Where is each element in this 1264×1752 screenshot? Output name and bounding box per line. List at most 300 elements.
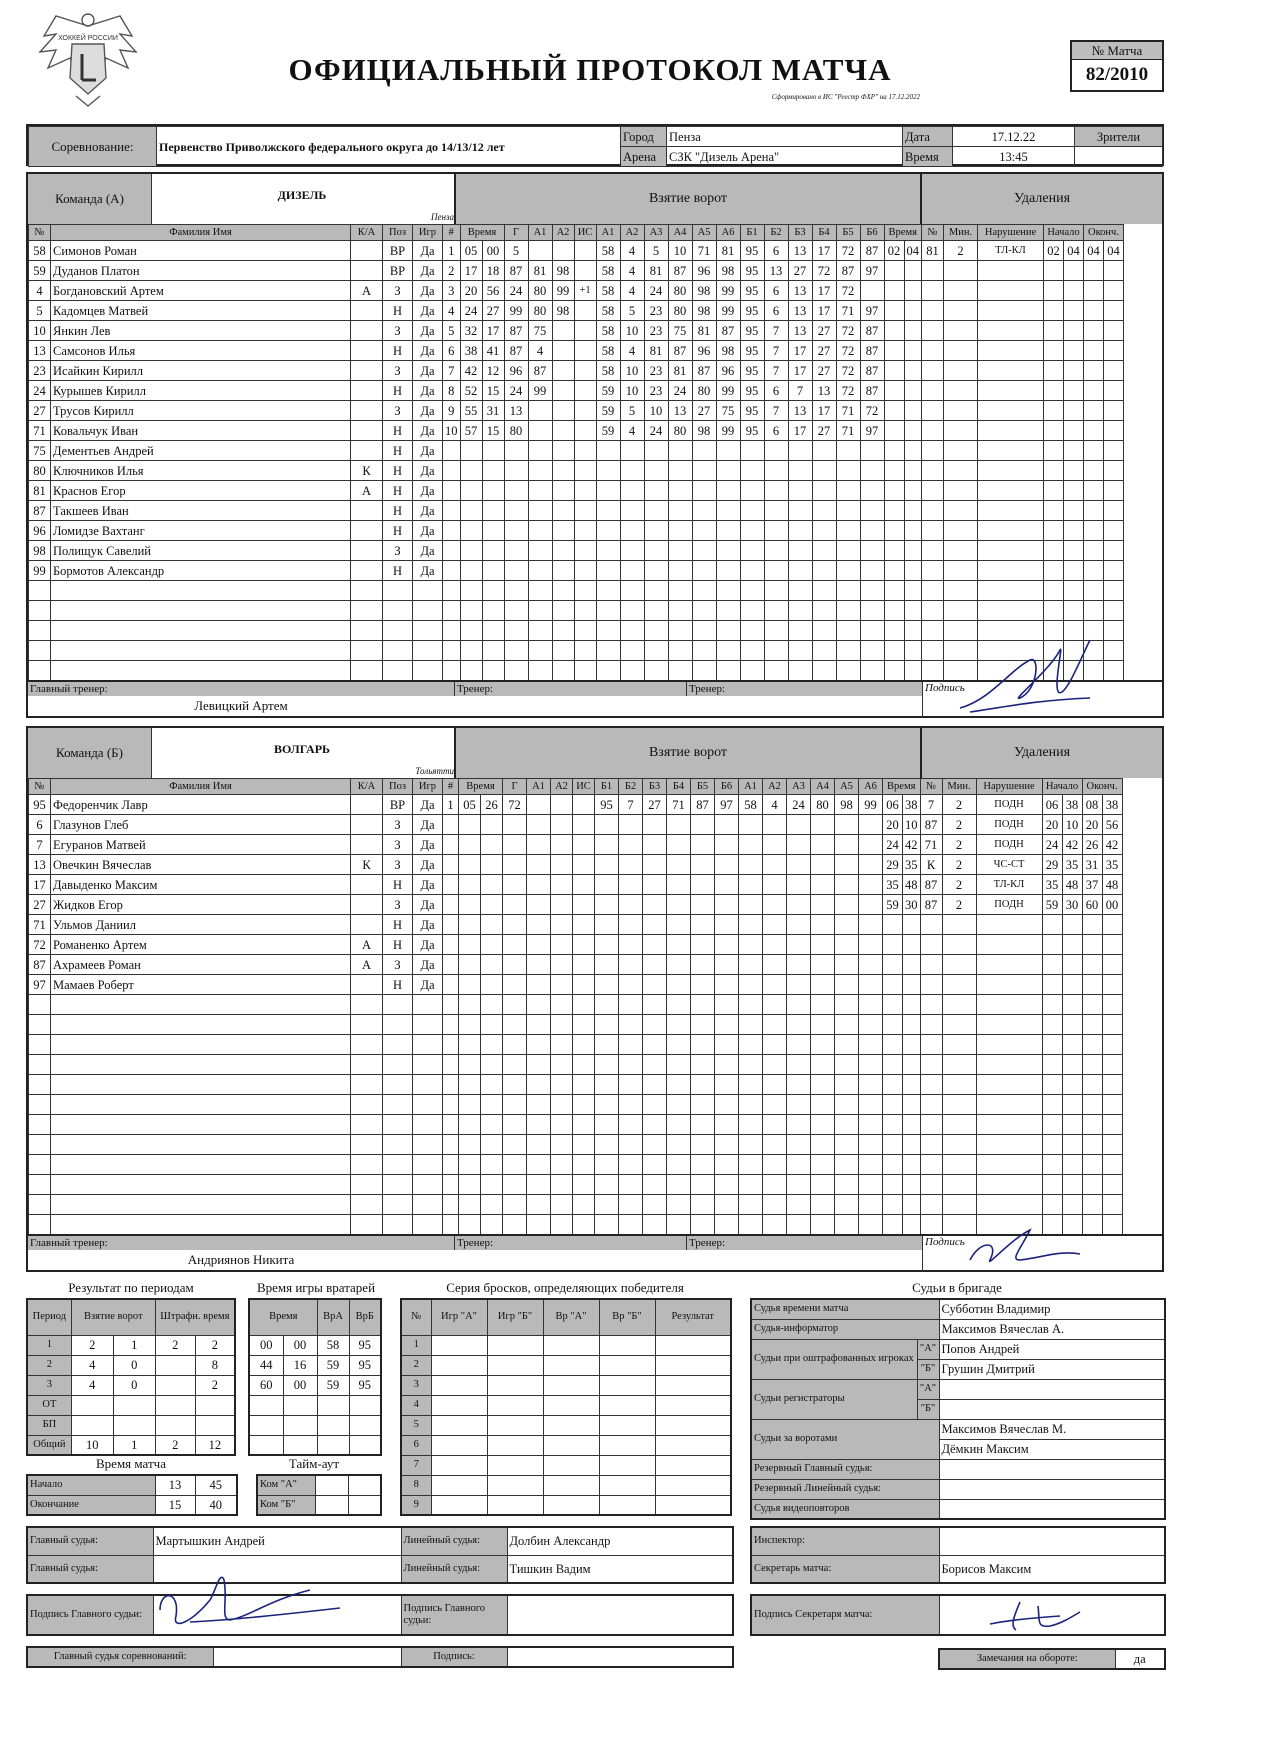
on-ice-12 — [860, 621, 884, 641]
goal-scorer — [503, 1055, 527, 1075]
on-ice-1 — [596, 501, 620, 521]
col-on-a2: А2 — [620, 225, 644, 241]
on-ice-7: 95 — [740, 301, 764, 321]
goal-index — [443, 1215, 459, 1235]
on-ice-3 — [644, 481, 668, 501]
pen-type — [976, 1075, 1042, 1095]
on-ice-1 — [595, 1135, 619, 1155]
on-ice-10 — [811, 1135, 835, 1155]
goal-assist-1 — [528, 461, 552, 481]
on-ice-9 — [787, 815, 811, 835]
officials-table — [26, 1526, 734, 1584]
pen-sec — [904, 421, 922, 441]
goalie-b — [349, 1435, 381, 1455]
player-position: Н — [383, 301, 413, 321]
pen-end-sec — [1104, 301, 1124, 321]
player-position: З — [383, 955, 413, 975]
on-ice-7 — [740, 621, 764, 641]
col-on-a3: А3 — [644, 225, 668, 241]
shootout-cell — [487, 1395, 543, 1415]
goal-min — [460, 501, 482, 521]
goal-index — [443, 815, 459, 835]
goal-assist-1 — [527, 1215, 551, 1235]
shootout-cell — [599, 1455, 655, 1475]
goal-index: 9 — [443, 401, 461, 421]
shootout-cell — [599, 1415, 655, 1435]
player-role — [351, 321, 383, 341]
pen-min — [883, 1155, 903, 1175]
on-ice-1: 58 — [596, 301, 620, 321]
sig-main-ref-label-2: Подпись Главного судьи: — [401, 1595, 507, 1635]
col-pos: Поз — [383, 225, 413, 241]
goalie-b — [349, 1415, 381, 1435]
col-pen-min: Мин. — [944, 225, 978, 241]
pen-start-sec — [1064, 401, 1084, 421]
on-ice-1 — [596, 461, 620, 481]
on-ice-5 — [691, 1015, 715, 1035]
on-ice-3 — [643, 1195, 667, 1215]
pen-minutes — [944, 541, 978, 561]
pen-start-min — [1044, 561, 1064, 581]
col-on-b2: Б2 — [764, 225, 788, 241]
on-ice-4 — [668, 621, 692, 641]
goalie-sec: 00 — [283, 1335, 317, 1355]
player-played: Да — [413, 301, 443, 321]
on-ice-4 — [667, 955, 691, 975]
pen-player — [920, 935, 942, 955]
goal-min — [459, 1055, 481, 1075]
player-role: А — [351, 481, 383, 501]
goal-scorer — [504, 621, 528, 641]
goal-sec: 31 — [482, 401, 504, 421]
team-a-row — [29, 581, 1124, 601]
player-played: Да — [413, 795, 443, 815]
on-ice-1 — [596, 481, 620, 501]
period-goals-a: 2 — [71, 1335, 113, 1355]
goal-situation — [573, 935, 595, 955]
goal-sec: 56 — [482, 281, 504, 301]
shootout-row — [401, 1355, 731, 1375]
pen-sec — [903, 1035, 921, 1055]
goal-situation — [573, 915, 595, 935]
goal-index: 7 — [443, 361, 461, 381]
on-ice-5: 98 — [692, 281, 716, 301]
on-ice-4: 71 — [667, 795, 691, 815]
goal-assist-1 — [527, 1195, 551, 1215]
team-a-city: Пенза — [431, 212, 454, 222]
col-pen-start: Начало — [1042, 779, 1082, 795]
pen-start-min — [1042, 995, 1062, 1015]
pen-end-min — [1082, 1055, 1102, 1075]
player-position: Н — [383, 441, 413, 461]
col-goal-time: Время — [459, 779, 503, 795]
goal-situation — [574, 481, 596, 501]
on-ice-2 — [619, 935, 643, 955]
on-ice-7: 95 — [740, 361, 764, 381]
shootout-cell — [543, 1435, 599, 1455]
on-ice-1: 95 — [595, 795, 619, 815]
goal-min — [459, 875, 481, 895]
goal-min — [459, 975, 481, 995]
period-pim-a: 2 — [155, 1435, 195, 1455]
on-ice-7 — [739, 1095, 763, 1115]
goal-scorer — [504, 541, 528, 561]
goal-assist-1: 80 — [528, 301, 552, 321]
period-goals-a: 10 — [71, 1435, 113, 1455]
main-ref-signature — [150, 1560, 350, 1640]
pen-start-min — [1042, 935, 1062, 955]
player-name: Трусов Кирилл — [51, 401, 351, 421]
shootout-num: 5 — [401, 1415, 431, 1435]
player-number: 23 — [29, 361, 51, 381]
on-ice-2 — [620, 581, 644, 601]
pen-sec — [904, 541, 922, 561]
on-ice-3 — [643, 1035, 667, 1055]
team-b-city: Тольятти — [415, 766, 454, 776]
pen-start-min: 59 — [1042, 895, 1062, 915]
player-position: З — [383, 895, 413, 915]
on-ice-1: 58 — [596, 361, 620, 381]
pen-min — [884, 361, 904, 381]
shootout-cell — [655, 1455, 731, 1475]
on-ice-11 — [836, 641, 860, 661]
on-ice-8 — [764, 521, 788, 541]
shootout-col-goalie-b: Вр "Б" — [599, 1299, 655, 1335]
on-ice-7: 95 — [740, 321, 764, 341]
on-ice-2 — [620, 621, 644, 641]
player-role — [351, 541, 383, 561]
goal-situation — [573, 895, 595, 915]
on-ice-10: 17 — [812, 241, 836, 261]
on-ice-9 — [787, 1155, 811, 1175]
player-number: 99 — [29, 561, 51, 581]
player-position — [383, 1175, 413, 1195]
on-ice-4 — [667, 915, 691, 935]
pen-end-sec — [1102, 1035, 1122, 1055]
pen-min — [883, 1095, 903, 1115]
ref-goal-label: Судьи за воротами — [751, 1419, 939, 1459]
player-position — [383, 1035, 413, 1055]
pen-player — [922, 381, 944, 401]
on-ice-10 — [811, 895, 835, 915]
col-goal-idx: # — [443, 779, 459, 795]
pen-minutes — [944, 281, 978, 301]
on-ice-4: 80 — [668, 421, 692, 441]
player-position: З — [383, 281, 413, 301]
player-name: Овечкин Вячеслав — [51, 855, 351, 875]
pen-start-sec — [1064, 541, 1084, 561]
goalie-min: 60 — [249, 1375, 283, 1395]
shootout-cell — [431, 1395, 487, 1415]
on-ice-5 — [691, 1035, 715, 1055]
goal-assist-1 — [527, 1135, 551, 1155]
col-played: Игр — [413, 779, 443, 795]
player-role — [351, 1075, 383, 1095]
on-ice-5 — [691, 855, 715, 875]
on-ice-5 — [691, 1095, 715, 1115]
on-ice-8 — [764, 501, 788, 521]
pen-end-sec: 35 — [1102, 855, 1122, 875]
on-ice-2 — [619, 1035, 643, 1055]
goal-sec — [482, 481, 504, 501]
city-value: Пенза — [667, 127, 903, 147]
pen-player — [922, 521, 944, 541]
goal-min — [459, 955, 481, 975]
on-ice-11 — [835, 855, 859, 875]
on-ice-7: 95 — [740, 421, 764, 441]
goal-assist-1: 99 — [528, 381, 552, 401]
pen-minutes — [944, 501, 978, 521]
team-b-row — [29, 795, 1123, 815]
on-ice-6 — [716, 501, 740, 521]
player-played: Да — [413, 281, 443, 301]
pen-end-min — [1082, 1175, 1102, 1195]
col-on-b1: Б1 — [595, 779, 619, 795]
on-ice-3 — [644, 601, 668, 621]
player-number: 17 — [29, 875, 51, 895]
pen-sec — [903, 1215, 921, 1235]
pen-type — [978, 361, 1044, 381]
shootout-cell — [543, 1495, 599, 1515]
pen-player — [922, 561, 944, 581]
player-role — [351, 1175, 383, 1195]
on-ice-5 — [691, 1135, 715, 1155]
period-goals-b: 0 — [113, 1375, 155, 1395]
pen-start-min — [1042, 955, 1062, 975]
on-ice-1 — [596, 561, 620, 581]
pen-sec — [904, 441, 922, 461]
on-ice-12 — [860, 641, 884, 661]
shootout-num: 3 — [401, 1375, 431, 1395]
goal-assist-2 — [552, 341, 574, 361]
goal-assist-1: 87 — [528, 361, 552, 381]
goal-assist-1 — [528, 401, 552, 421]
on-ice-2: 5 — [620, 401, 644, 421]
arena-value: СЗК "Дизель Арена" — [667, 147, 903, 167]
on-ice-12 — [860, 461, 884, 481]
col-on-a5: А5 — [835, 779, 859, 795]
period-name: Общий — [27, 1435, 71, 1455]
shootout-cell — [487, 1355, 543, 1375]
player-number: 13 — [29, 341, 51, 361]
on-ice-1: 59 — [596, 401, 620, 421]
team-b-goals-header: Взятие ворот — [454, 728, 922, 778]
player-role — [351, 501, 383, 521]
period-goals-b: 1 — [113, 1435, 155, 1455]
pen-start-min — [1042, 1095, 1062, 1115]
goal-situation — [573, 1055, 595, 1075]
on-ice-2 — [619, 1075, 643, 1095]
remarks-label: Замечания на обороте: — [939, 1649, 1115, 1669]
goal-scorer — [503, 1155, 527, 1175]
on-ice-12 — [859, 975, 883, 995]
pen-player — [922, 541, 944, 561]
goal-index — [443, 915, 459, 935]
pen-type — [976, 1015, 1042, 1035]
on-ice-2: 4 — [620, 421, 644, 441]
shootout-cell — [599, 1375, 655, 1395]
on-ice-5: 98 — [692, 421, 716, 441]
player-role — [351, 1055, 383, 1075]
ref-time-label: Судья времени матча — [751, 1299, 939, 1319]
goalie-time-title: Время игры вратарей — [256, 1280, 376, 1295]
player-position: З — [383, 321, 413, 341]
on-ice-6: 98 — [716, 261, 740, 281]
goal-situation — [574, 401, 596, 421]
goal-assist-2 — [551, 935, 573, 955]
pen-player — [922, 361, 944, 381]
on-ice-7: 95 — [740, 381, 764, 401]
goal-assist-1 — [527, 935, 551, 955]
on-ice-6: 98 — [716, 341, 740, 361]
pen-end-sec — [1102, 1195, 1122, 1215]
on-ice-3 — [644, 561, 668, 581]
player-number — [29, 1055, 51, 1075]
pen-type — [978, 421, 1044, 441]
goalie-row — [249, 1395, 381, 1415]
goal-index: 10 — [443, 421, 461, 441]
period-name: 3 — [27, 1375, 71, 1395]
goal-situation — [573, 1215, 595, 1235]
shootout-cell — [543, 1455, 599, 1475]
player-played: Да — [413, 815, 443, 835]
on-ice-2 — [620, 441, 644, 461]
on-ice-11 — [835, 915, 859, 935]
goal-min: 57 — [460, 421, 482, 441]
on-ice-2: 10 — [620, 321, 644, 341]
on-ice-4 — [667, 1015, 691, 1035]
on-ice-6: 97 — [715, 795, 739, 815]
on-ice-3 — [643, 1135, 667, 1155]
on-ice-2: 5 — [620, 301, 644, 321]
on-ice-8 — [763, 1035, 787, 1055]
pen-start-sec — [1062, 1115, 1082, 1135]
pen-player — [922, 481, 944, 501]
on-ice-9 — [787, 1115, 811, 1135]
timeout-b-sec — [348, 1495, 381, 1515]
on-ice-11 — [836, 501, 860, 521]
pen-type: ТЛ-КЛ — [978, 241, 1044, 261]
goal-situation — [573, 835, 595, 855]
on-ice-10: 17 — [812, 401, 836, 421]
on-ice-12 — [859, 955, 883, 975]
on-ice-3 — [643, 975, 667, 995]
on-ice-10 — [812, 581, 836, 601]
on-ice-4 — [667, 1035, 691, 1055]
on-ice-12 — [859, 1075, 883, 1095]
pen-start-sec — [1062, 955, 1082, 975]
shootout-num: 9 — [401, 1495, 431, 1515]
pen-start-min: 20 — [1042, 815, 1062, 835]
referees-title: Судьи в бригаде — [912, 1280, 1002, 1295]
player-name: Дуданов Платон — [51, 261, 351, 281]
goal-sec — [481, 875, 503, 895]
player-name: Федоренчик Лавр — [51, 795, 351, 815]
shootout-cell — [655, 1335, 731, 1355]
goal-sec — [481, 935, 503, 955]
player-role — [351, 641, 383, 661]
goal-index — [443, 875, 459, 895]
goal-min — [459, 935, 481, 955]
col-name: Фамилия Имя — [51, 779, 351, 795]
goal-assist-2 — [552, 621, 574, 641]
on-ice-7 — [740, 461, 764, 481]
pen-sec — [904, 601, 922, 621]
on-ice-9: 17 — [788, 421, 812, 441]
pen-minutes: 2 — [942, 895, 976, 915]
on-ice-5 — [691, 995, 715, 1015]
goal-situation — [574, 541, 596, 561]
goal-scorer — [504, 561, 528, 581]
goal-index — [443, 1035, 459, 1055]
goal-sec: 15 — [482, 421, 504, 441]
player-name: Кадомцев Матвей — [51, 301, 351, 321]
goal-index: 8 — [443, 381, 461, 401]
on-ice-3 — [643, 1015, 667, 1035]
on-ice-10 — [811, 935, 835, 955]
goal-scorer — [503, 1215, 527, 1235]
on-ice-8 — [764, 661, 788, 681]
pen-start-min: 35 — [1042, 875, 1062, 895]
player-played: Да — [413, 835, 443, 855]
goal-assist-2 — [552, 561, 574, 581]
ref-reg-label: Судьи регистраторы — [751, 1379, 917, 1419]
player-number — [29, 621, 51, 641]
secretary: Борисов Максим — [939, 1555, 1165, 1583]
pen-sec — [903, 1135, 921, 1155]
player-role — [351, 421, 383, 441]
team-b-row — [29, 1055, 1123, 1075]
goal-assist-1 — [528, 501, 552, 521]
on-ice-7: 95 — [740, 281, 764, 301]
pen-min: 06 — [883, 795, 903, 815]
player-role — [351, 815, 383, 835]
pen-player — [920, 1055, 942, 1075]
pen-sec — [904, 341, 922, 361]
pen-type — [976, 1135, 1042, 1155]
goal-index: 6 — [443, 341, 461, 361]
goal-assist-1 — [527, 795, 551, 815]
on-ice-6 — [715, 1035, 739, 1055]
on-ice-10: 27 — [812, 421, 836, 441]
col-on-a6: А6 — [716, 225, 740, 241]
pen-min — [883, 995, 903, 1015]
on-ice-9 — [787, 1195, 811, 1215]
on-ice-11 — [836, 561, 860, 581]
on-ice-4 — [667, 1195, 691, 1215]
date-label: Дата — [903, 127, 953, 147]
pen-start-sec — [1062, 1075, 1082, 1095]
goal-min — [460, 441, 482, 461]
goal-scorer — [503, 1115, 527, 1135]
on-ice-2 — [619, 1175, 643, 1195]
period-row — [27, 1335, 235, 1355]
pen-start-min — [1044, 261, 1064, 281]
pen-end-min — [1084, 481, 1104, 501]
match-number-box — [1070, 40, 1164, 92]
on-ice-10 — [811, 955, 835, 975]
on-ice-8: 6 — [764, 241, 788, 261]
on-ice-12 — [859, 915, 883, 935]
ref-penbox-a: Попов Андрей — [939, 1339, 1165, 1359]
col-on-b4: Б4 — [667, 779, 691, 795]
player-name: Симонов Роман — [51, 241, 351, 261]
on-ice-8 — [763, 955, 787, 975]
goal-assist-1 — [528, 521, 552, 541]
col-on-a5: А5 — [692, 225, 716, 241]
player-number — [29, 1115, 51, 1135]
goal-assist-1 — [527, 955, 551, 975]
